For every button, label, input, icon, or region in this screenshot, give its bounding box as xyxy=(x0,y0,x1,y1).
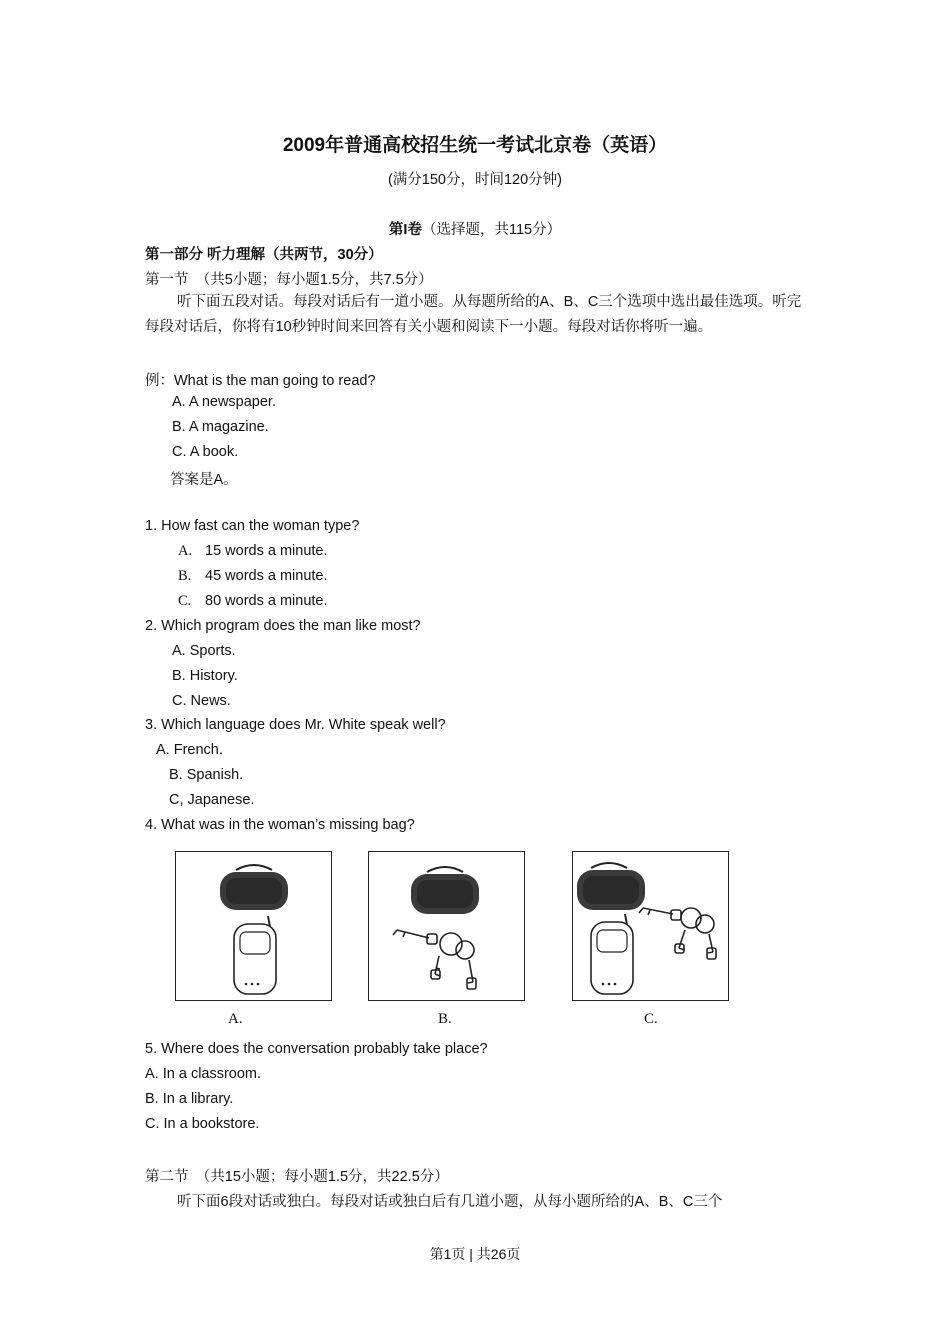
option-letter: C. xyxy=(178,593,192,609)
picture-a xyxy=(175,851,332,1001)
question-5-option-b: B. In a library. xyxy=(145,1091,234,1107)
question-4: 4. What was in the woman’s missing bag? xyxy=(145,817,415,833)
volume-label: 第I卷 xyxy=(388,222,422,238)
question-1-option-a xyxy=(178,543,328,560)
question-3: 3. Which language does Mr. White speak well? xyxy=(145,717,446,733)
keys-icon xyxy=(393,930,476,989)
question-5: 5. Where does the conversation probably take place? xyxy=(145,1041,488,1057)
picture-a-label: A. xyxy=(228,1011,243,1027)
question-2-option-b: B. History. xyxy=(172,668,238,684)
example-option-b: B. A magazine. xyxy=(172,419,269,435)
section2-heading: 第二节 （共15小题；每小题1.5分，共22.5分） xyxy=(145,1169,449,1185)
exam-subtitle: (满分150分，时间120分钟) xyxy=(387,172,563,188)
question-2: 2. Which program does the man like most? xyxy=(145,618,421,634)
question-2-option-c: C. News. xyxy=(172,693,231,709)
purse-icon xyxy=(577,863,645,910)
page-number: 第1页 | 共26页 xyxy=(429,1246,521,1262)
question-2-option-a: A. Sports. xyxy=(172,643,236,659)
option-text: 15 words a minute. xyxy=(205,543,328,559)
volume-note: （选择题，共115分） xyxy=(421,222,562,238)
option-text: 45 words a minute. xyxy=(205,568,328,584)
picture-b xyxy=(368,851,525,1001)
purse-icon xyxy=(220,865,288,910)
picture-c-label: C. xyxy=(644,1011,658,1027)
question-1: 1. How fast can the woman type? xyxy=(145,518,360,534)
picture-c xyxy=(572,851,729,1001)
section1-heading: 第一节 （共5小题；每小题1.5分，共7.5分） xyxy=(145,272,433,288)
example-prefix: 例： xyxy=(145,373,174,389)
question-3-option-a: A. French. xyxy=(156,742,223,758)
keys-icon xyxy=(639,908,716,959)
example-option-a: A. A newspaper. xyxy=(172,394,276,410)
question-3-option-c: C, Japanese. xyxy=(169,792,255,808)
option-letter: B. xyxy=(178,568,192,584)
section1-instructions: 听下面五段对话。每段对话后有一道小题。从每题所给的A、B、C三个选项中选出最佳选项。听完每段对话后，你将有10秒钟时间来回答有关小题和阅读下一小题。每段对话你将听一遍。 xyxy=(145,294,802,335)
purse-icon xyxy=(411,867,479,914)
picture-b-label: B. xyxy=(438,1011,452,1027)
question-1-option-b xyxy=(178,568,328,585)
part1-heading: 第一部分 听力理解（共两节，30分） xyxy=(145,247,383,263)
option-text: 80 words a minute. xyxy=(205,593,328,609)
question-5-option-c: C. In a bookstore. xyxy=(145,1116,260,1132)
mobile-phone-icon xyxy=(234,916,276,994)
example-question xyxy=(145,369,376,390)
question-5-option-a: A. In a classroom. xyxy=(145,1066,262,1082)
example-answer: 答案是A。 xyxy=(170,472,238,488)
example-option-c: C. A book. xyxy=(172,444,239,460)
section2-instructions: 听下面6段对话或独白。每段对话或独白后有几道小题，从每小题所给的A、B、C三个 xyxy=(177,1194,723,1210)
option-letter: A. xyxy=(178,543,193,559)
exam-title: 2009年普通高校招生统一考试北京卷（英语） xyxy=(282,135,668,156)
mobile-phone-icon xyxy=(591,914,633,994)
volume-heading xyxy=(0,218,950,239)
example-question-text: What is the man going to read? xyxy=(174,373,376,389)
question-3-option-b: B. Spanish. xyxy=(169,767,244,783)
question-1-option-c xyxy=(178,593,328,610)
